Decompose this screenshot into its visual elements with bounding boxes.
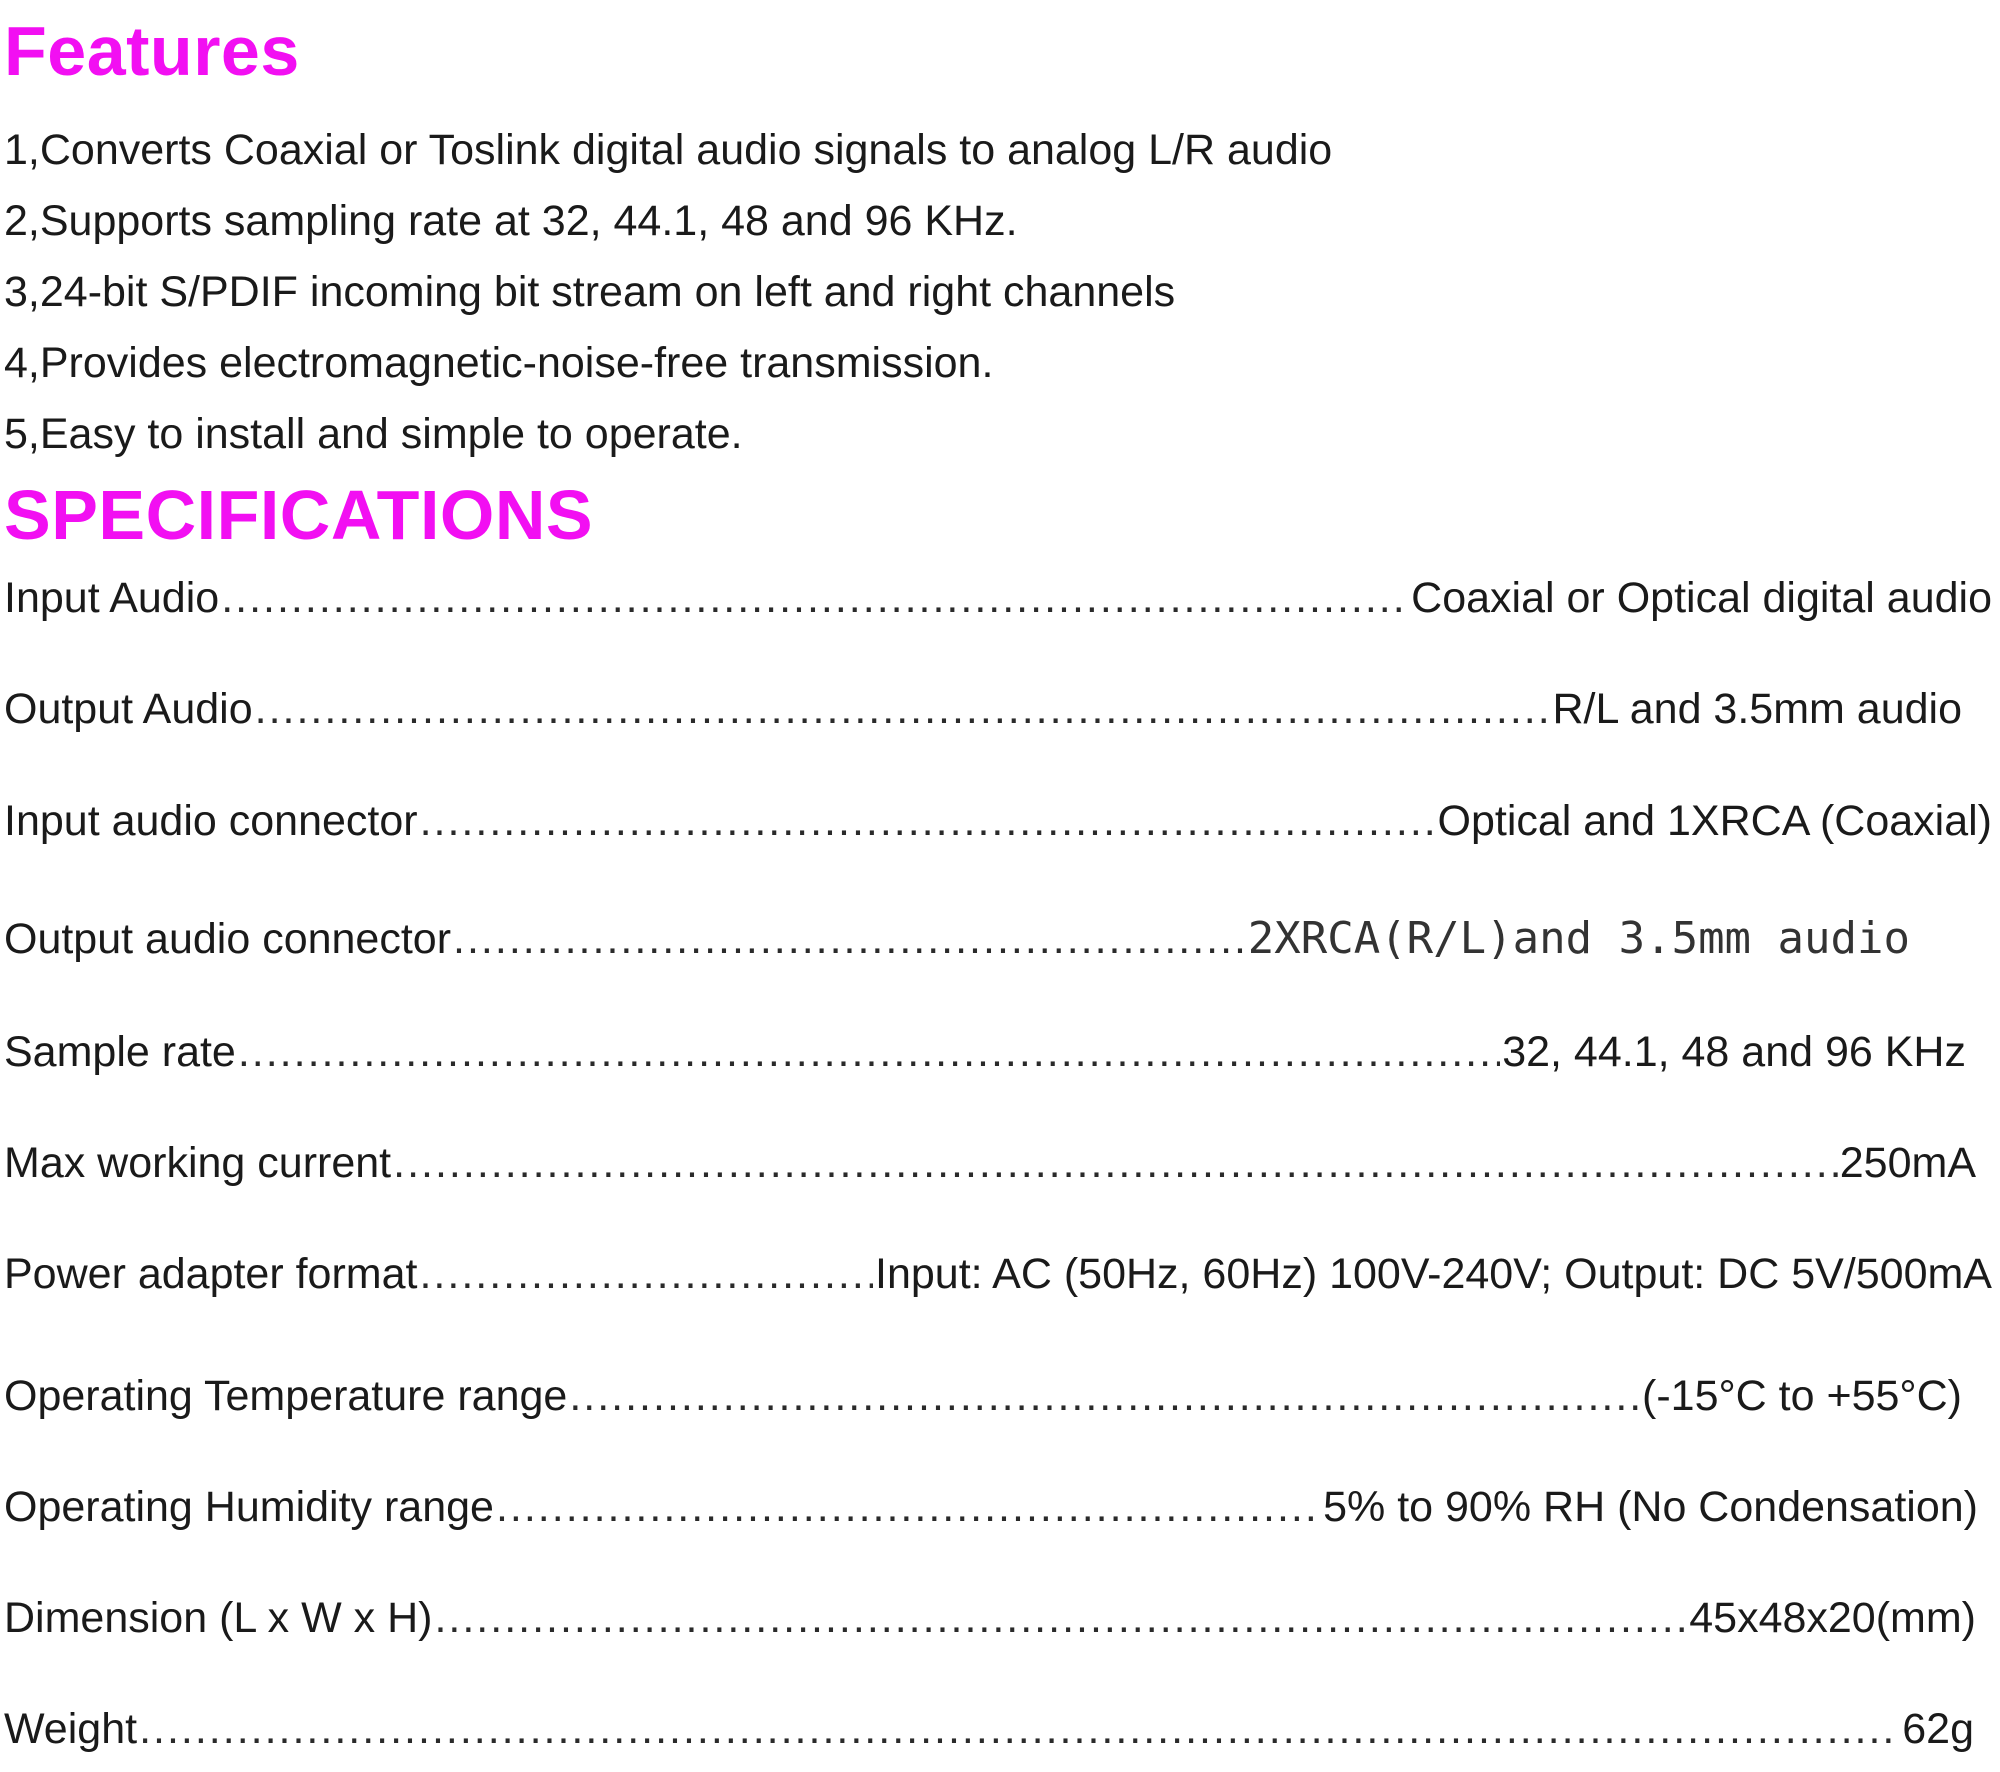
- spec-row-dimension: [4, 1590, 1976, 1646]
- dot-leader: [139, 1701, 1900, 1757]
- dot-leader: [419, 1246, 873, 1302]
- spec-value: Coaxial or Optical digital audio: [1411, 574, 1992, 622]
- feature-item: 3,24-bit S/PDIF incoming bit stream on left and right channels: [4, 268, 1176, 316]
- spec-label: Max working current: [4, 1139, 392, 1187]
- feature-item: 4,Provides electromagnetic-noise-free transmission.: [4, 339, 994, 387]
- dot-leader: [434, 1590, 1687, 1646]
- spec-label: Dimension (L x W x H): [4, 1594, 433, 1642]
- spec-label: Input audio connector: [4, 797, 418, 845]
- spec-value: Optical and 1XRCA (Coaxial): [1437, 797, 1992, 845]
- features-heading: Features: [4, 12, 300, 90]
- dot-leader: [453, 911, 1246, 967]
- feature-item: 5,Easy to install and simple to operate.: [4, 410, 743, 458]
- spec-value: Input: AC (50Hz, 60Hz) 100V-240V; Output: DC 5V/500mA: [875, 1250, 1992, 1298]
- spec-value: 32, 44.1, 48 and 96 KHz: [1502, 1028, 1966, 1076]
- dot-leader: [393, 1135, 1838, 1191]
- spec-row-output-audio: [4, 681, 1962, 737]
- dot-leader: [496, 1479, 1321, 1535]
- spec-row-input-connector: [4, 793, 1992, 849]
- dot-leader: [569, 1368, 1640, 1424]
- spec-value: R/L and 3.5mm audio: [1552, 685, 1962, 733]
- dot-leader: [221, 570, 1409, 626]
- dot-leader: [420, 793, 1436, 849]
- spec-row-humidity: [4, 1479, 1978, 1535]
- spec-label: Operating Temperature range: [4, 1372, 568, 1420]
- spec-label: Sample rate: [4, 1028, 236, 1076]
- spec-value: 45x48x20(mm): [1689, 1594, 1976, 1642]
- dot-leader: [238, 1024, 1500, 1080]
- spec-row-temperature: [4, 1368, 1962, 1424]
- spec-row-max-current: [4, 1135, 1976, 1191]
- dot-leader: [255, 681, 1551, 737]
- spec-label: Weight: [4, 1705, 138, 1753]
- spec-value: 62g: [1902, 1705, 1974, 1753]
- spec-value: (-15°C to +55°C): [1642, 1372, 1962, 1420]
- spec-row-power-adapter: [4, 1246, 1992, 1302]
- spec-row-sample-rate: [4, 1024, 1966, 1080]
- feature-item: 2,Supports sampling rate at 32, 44.1, 48 and 96 KHz.: [4, 197, 1018, 245]
- spec-value: 250mA: [1839, 1139, 1976, 1187]
- specifications-heading: SPECIFICATIONS: [4, 476, 594, 554]
- spec-label: Operating Humidity range: [4, 1483, 494, 1531]
- spec-value: 2XRCA(R/L)and 3.5mm audio: [1247, 913, 1910, 964]
- spec-row-weight: [4, 1701, 1974, 1757]
- feature-item: 1,Converts Coaxial or Toslink digital audio signals to analog L/R audio: [4, 126, 1333, 174]
- spec-row-input-audio: [4, 570, 1992, 626]
- spec-label: Output Audio: [4, 685, 253, 733]
- spec-label: Power adapter format: [4, 1250, 418, 1298]
- spec-label: Output audio connector: [4, 915, 452, 963]
- features-list: [4, 115, 1332, 470]
- spec-row-output-connector: [4, 911, 1910, 967]
- spec-value: 5% to 90% RH (No Condensation): [1323, 1483, 1978, 1531]
- spec-label: Input Audio: [4, 574, 220, 622]
